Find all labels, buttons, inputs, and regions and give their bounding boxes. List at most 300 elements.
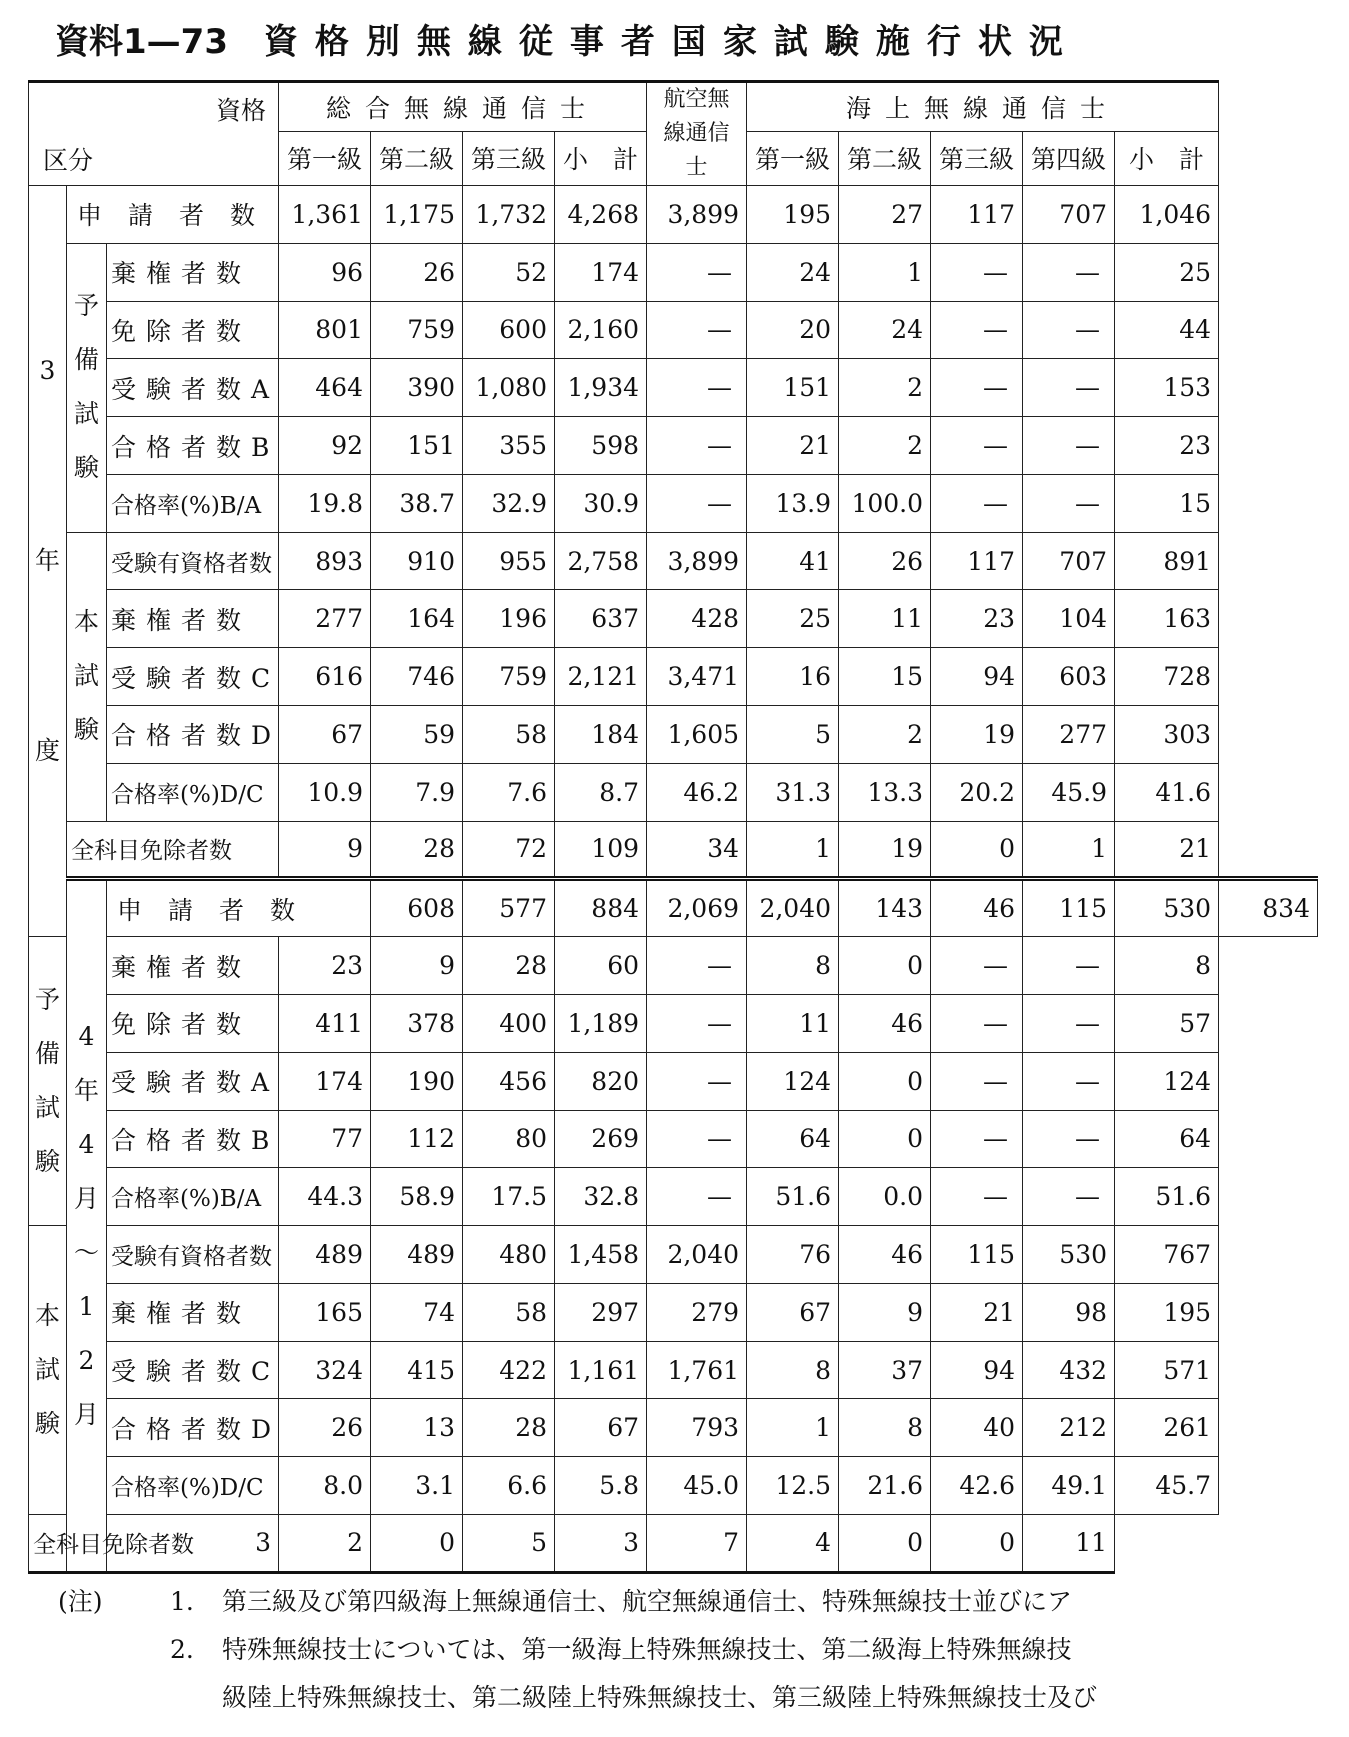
value-cell: 34: [647, 821, 747, 879]
value-cell: 45.9: [1023, 763, 1115, 821]
value-cell: 1,175: [371, 186, 463, 244]
value-cell: 67: [279, 706, 371, 764]
value-cell: 94: [931, 648, 1023, 706]
value-cell: 0: [371, 1514, 463, 1572]
value-cell: 637: [555, 590, 647, 648]
value-cell: —: [1023, 937, 1115, 995]
value-cell: —: [647, 359, 747, 417]
value-cell: 24: [839, 301, 931, 359]
value-cell: 28: [463, 937, 555, 995]
value-cell: 793: [647, 1399, 747, 1457]
value-cell: 480: [463, 1226, 555, 1284]
value-cell: 41: [747, 532, 839, 590]
value-cell: 94: [931, 1341, 1023, 1399]
value-cell: 9: [279, 821, 371, 879]
value-cell: 16: [747, 648, 839, 706]
value-cell: —: [1023, 1110, 1115, 1168]
value-cell: —: [647, 937, 747, 995]
value-cell: 23: [1115, 417, 1219, 475]
prelim-group-label-text: 予 備 試 験: [34, 984, 60, 1176]
value-cell: 1: [747, 821, 839, 879]
value-cell: 77: [279, 1110, 371, 1168]
row-label-main: 棄権者数: [107, 1283, 279, 1341]
grade-header-cell: 第三級: [931, 131, 1023, 185]
value-cell: 2,040: [747, 879, 839, 937]
row-label-prelim: 免除者数: [107, 301, 279, 359]
value-cell: 13: [371, 1399, 463, 1457]
value-cell: 212: [1023, 1399, 1115, 1457]
value-cell: 2,040: [647, 1226, 747, 1284]
value-cell: 1,161: [555, 1341, 647, 1399]
value-cell: 151: [371, 417, 463, 475]
value-cell: —: [931, 1052, 1023, 1110]
value-cell: 25: [747, 590, 839, 648]
value-cell: 884: [555, 879, 647, 937]
value-cell: 707: [1023, 532, 1115, 590]
value-cell: 21: [747, 417, 839, 475]
value-cell: 530: [1115, 879, 1219, 937]
value-cell: 9: [839, 1283, 931, 1341]
grade-header-cell: 第二級: [839, 131, 931, 185]
value-cell: 60: [555, 937, 647, 995]
value-cell: 1: [1023, 821, 1115, 879]
value-cell: 42.6: [931, 1457, 1023, 1515]
value-cell: 153: [1115, 359, 1219, 417]
value-cell: 759: [371, 301, 463, 359]
value-cell: 44: [1115, 301, 1219, 359]
value-cell: 13.3: [839, 763, 931, 821]
prelim-row: [29, 417, 1318, 475]
note-head: (注): [58, 1587, 103, 1616]
row-label-main: 合格率(%)D/C: [107, 1457, 279, 1515]
value-cell: 21: [1115, 821, 1219, 879]
value-cell: 0: [839, 1110, 931, 1168]
value-cell: 0: [839, 1514, 931, 1572]
value-cell: 577: [463, 879, 555, 937]
value-cell: 15: [1115, 474, 1219, 532]
row-label-exempt: 全科目免除者数: [67, 821, 279, 879]
value-cell: 8.0: [279, 1457, 371, 1515]
main-exam-row: [29, 590, 1318, 648]
value-cell: 600: [463, 301, 555, 359]
value-cell: 5.8: [555, 1457, 647, 1515]
value-cell: 1,046: [1115, 186, 1219, 244]
row-label-main: 合格者数D: [107, 1399, 279, 1457]
value-cell: 464: [279, 359, 371, 417]
value-cell: 44.3: [279, 1168, 371, 1226]
value-cell: 432: [1023, 1341, 1115, 1399]
applicants-row: [29, 879, 1318, 937]
value-cell: 489: [371, 1226, 463, 1284]
main-group-label: [67, 532, 107, 821]
value-cell: 0: [839, 937, 931, 995]
value-cell: 2: [279, 1514, 371, 1572]
value-cell: 428: [647, 590, 747, 648]
value-cell: —: [647, 417, 747, 475]
row-label-applicants: 申請者数: [107, 879, 371, 937]
value-cell: 415: [371, 1341, 463, 1399]
value-cell: 109: [555, 821, 647, 879]
row-label-main: 受験有資格者数: [107, 1226, 279, 1284]
value-cell: —: [931, 1168, 1023, 1226]
value-cell: —: [931, 474, 1023, 532]
value-cell: —: [1023, 301, 1115, 359]
title-text: 資格別無線従事者国家試験施行状況: [263, 22, 1080, 62]
notes: [58, 1578, 1328, 1722]
period-label-text: 3 年 度: [34, 356, 60, 766]
value-cell: 9: [371, 937, 463, 995]
prelim-row: [29, 1052, 1318, 1110]
value-cell: 196: [463, 590, 555, 648]
value-cell: 1: [839, 243, 931, 301]
value-cell: 195: [747, 186, 839, 244]
value-cell: 46: [931, 879, 1023, 937]
value-cell: —: [1023, 994, 1115, 1052]
note-2-text: 特殊無線技士については、第一級海上特殊無線技士、第二級海上特殊無線技: [222, 1635, 1072, 1664]
value-cell: 324: [279, 1341, 371, 1399]
value-cell: —: [1023, 1052, 1115, 1110]
value-cell: 92: [279, 417, 371, 475]
value-cell: 19: [839, 821, 931, 879]
row-label-prelim: 免除者数: [107, 994, 279, 1052]
value-cell: 115: [1023, 879, 1115, 937]
value-cell: 1,605: [647, 706, 747, 764]
applicants-row: [29, 186, 1318, 244]
value-cell: 4,268: [555, 186, 647, 244]
value-cell: 1,732: [463, 186, 555, 244]
value-cell: 46.2: [647, 763, 747, 821]
value-cell: 8: [747, 1341, 839, 1399]
prelim-row: [29, 474, 1318, 532]
value-cell: 746: [371, 648, 463, 706]
grade-header-cell: 第二級: [371, 131, 463, 185]
row-label-prelim: 棄権者数: [107, 937, 279, 995]
value-cell: 8: [1115, 937, 1219, 995]
value-cell: 46: [839, 1226, 931, 1284]
value-cell: 3: [107, 1514, 279, 1572]
value-cell: 608: [371, 879, 463, 937]
value-cell: —: [647, 301, 747, 359]
value-cell: 117: [931, 532, 1023, 590]
value-cell: 98: [1023, 1283, 1115, 1341]
value-cell: 58.9: [371, 1168, 463, 1226]
value-cell: 23: [279, 937, 371, 995]
grade-header-cell: 第一級: [279, 131, 371, 185]
value-cell: —: [931, 417, 1023, 475]
prelim-row: [29, 994, 1318, 1052]
value-cell: 1,458: [555, 1226, 647, 1284]
value-cell: 31.3: [747, 763, 839, 821]
value-cell: 1,189: [555, 994, 647, 1052]
value-cell: 390: [371, 359, 463, 417]
value-cell: 355: [463, 417, 555, 475]
value-cell: 184: [555, 706, 647, 764]
value-cell: 115: [931, 1226, 1023, 1284]
main-exam-row: [29, 532, 1318, 590]
value-cell: 64: [1115, 1110, 1219, 1168]
row-label-prelim: 受験者数A: [107, 1052, 279, 1110]
value-cell: 11: [1023, 1514, 1115, 1572]
value-cell: —: [1023, 1168, 1115, 1226]
value-cell: 19: [931, 706, 1023, 764]
value-cell: 5: [747, 706, 839, 764]
row-label-prelim: 受験者数A: [107, 359, 279, 417]
row-label-main: 受験者数C: [107, 648, 279, 706]
value-cell: 3,899: [647, 186, 747, 244]
value-cell: 955: [463, 532, 555, 590]
value-cell: 2,069: [647, 879, 747, 937]
prelim-group-label-text: 予 備 試 験: [73, 291, 99, 483]
prelim-row: [29, 301, 1318, 359]
row-label-prelim: 合格率(%)B/A: [107, 1168, 279, 1226]
value-cell: 23: [931, 590, 1023, 648]
header-maritime-radio-operator: 海上無線通信士: [747, 82, 1219, 132]
note-line-1: [58, 1578, 1328, 1626]
value-cell: 32.8: [555, 1168, 647, 1226]
value-cell: —: [647, 1052, 747, 1110]
value-cell: 3.1: [371, 1457, 463, 1515]
value-cell: 49.1: [1023, 1457, 1115, 1515]
value-cell: 13.9: [747, 474, 839, 532]
value-cell: 20.2: [931, 763, 1023, 821]
value-cell: 32.9: [463, 474, 555, 532]
value-cell: 76: [747, 1226, 839, 1284]
value-cell: 26: [839, 532, 931, 590]
row-label-prelim: 棄権者数: [107, 243, 279, 301]
corner-category-label: 区分: [43, 146, 94, 175]
value-cell: 52: [463, 243, 555, 301]
value-cell: 104: [1023, 590, 1115, 648]
prelim-group-label: [67, 243, 107, 532]
value-cell: 51.6: [747, 1168, 839, 1226]
row-label-exempt: 全科目免除者数: [29, 1514, 107, 1572]
row-label-main: 受験有資格者数: [107, 532, 279, 590]
value-cell: —: [931, 243, 1023, 301]
value-cell: 277: [1023, 706, 1115, 764]
value-cell: —: [931, 937, 1023, 995]
prelim-row: [29, 1168, 1318, 1226]
row-label-prelim: 合格者数B: [107, 417, 279, 475]
value-cell: 1,361: [279, 186, 371, 244]
value-cell: 3: [555, 1514, 647, 1572]
value-cell: 174: [279, 1052, 371, 1110]
value-cell: 0.0: [839, 1168, 931, 1226]
value-cell: 57: [1115, 994, 1219, 1052]
value-cell: 400: [463, 994, 555, 1052]
value-cell: 58: [463, 1283, 555, 1341]
value-cell: 297: [555, 1283, 647, 1341]
value-cell: 96: [279, 243, 371, 301]
row-label-applicants: 申請者数: [67, 186, 279, 244]
value-cell: 2: [839, 706, 931, 764]
value-cell: 46: [839, 994, 931, 1052]
value-cell: 10.9: [279, 763, 371, 821]
note-line-2: [58, 1626, 1328, 1674]
value-cell: 269: [555, 1110, 647, 1168]
value-cell: 7.9: [371, 763, 463, 821]
main-group-label-text: 本 試 験: [34, 1300, 60, 1438]
value-cell: 530: [1023, 1226, 1115, 1284]
value-cell: 1,934: [555, 359, 647, 417]
value-cell: 19.8: [279, 474, 371, 532]
value-cell: 0: [839, 1052, 931, 1110]
value-cell: —: [1023, 243, 1115, 301]
value-cell: 910: [371, 532, 463, 590]
main-exam-row: [29, 1457, 1318, 1515]
value-cell: 456: [463, 1052, 555, 1110]
value-cell: 151: [747, 359, 839, 417]
prelim-row: [29, 937, 1318, 995]
prelim-group-label: [29, 937, 67, 1226]
value-cell: —: [647, 243, 747, 301]
value-cell: 51.6: [1115, 1168, 1219, 1226]
value-cell: 4: [747, 1514, 839, 1572]
row-label-main: 合格率(%)D/C: [107, 763, 279, 821]
value-cell: —: [931, 1110, 1023, 1168]
value-cell: 27: [839, 186, 931, 244]
row-label-prelim: 合格率(%)B/A: [107, 474, 279, 532]
title-number: 資料1—73: [55, 22, 228, 62]
value-cell: 7.6: [463, 763, 555, 821]
value-cell: 759: [463, 648, 555, 706]
value-cell: 112: [371, 1110, 463, 1168]
main-exam-row: [29, 763, 1318, 821]
value-cell: 100.0: [839, 474, 931, 532]
value-cell: 80: [463, 1110, 555, 1168]
prelim-row: [29, 243, 1318, 301]
value-cell: 117: [931, 186, 1023, 244]
value-cell: 11: [747, 994, 839, 1052]
period-label: [29, 186, 67, 937]
value-cell: 1: [747, 1399, 839, 1457]
value-cell: 801: [279, 301, 371, 359]
value-cell: 5: [463, 1514, 555, 1572]
value-cell: 8.7: [555, 763, 647, 821]
value-cell: 124: [747, 1052, 839, 1110]
value-cell: 25: [1115, 243, 1219, 301]
main-exam-row: [29, 706, 1318, 764]
value-cell: 2: [839, 417, 931, 475]
value-cell: —: [647, 994, 747, 1052]
value-cell: 2,160: [555, 301, 647, 359]
value-cell: 12.5: [747, 1457, 839, 1515]
row-label-prelim: 合格者数B: [107, 1110, 279, 1168]
document-title: [55, 14, 1315, 66]
corner-qualification-label: 資格: [215, 96, 266, 125]
period-label-text: 4 年 4 月 〜 1 2 月: [73, 1021, 99, 1429]
header-general-radio-operator: 総合無線通信士: [279, 82, 647, 132]
value-cell: 0: [931, 821, 1023, 879]
header-corner: [29, 82, 279, 186]
value-cell: —: [931, 301, 1023, 359]
note-1-index: 1.: [170, 1587, 194, 1616]
note-1-text: 第三級及び第四級海上無線通信士、航空無線通信士、特殊無線技士並びにア: [222, 1587, 1073, 1616]
value-cell: 164: [371, 590, 463, 648]
value-cell: 571: [1115, 1341, 1219, 1399]
value-cell: 279: [647, 1283, 747, 1341]
main-exam-row: [29, 1226, 1318, 1284]
value-cell: 2,121: [555, 648, 647, 706]
value-cell: 378: [371, 994, 463, 1052]
value-cell: 411: [279, 994, 371, 1052]
value-cell: 8: [839, 1399, 931, 1457]
value-cell: 174: [555, 243, 647, 301]
value-cell: —: [647, 1110, 747, 1168]
value-cell: —: [931, 994, 1023, 1052]
value-cell: 2: [839, 359, 931, 417]
grade-header-cell: 第四級: [1023, 131, 1115, 185]
value-cell: 190: [371, 1052, 463, 1110]
all-subjects-exempt-row: [29, 1514, 1318, 1572]
value-cell: 165: [279, 1283, 371, 1341]
main-exam-row: [29, 1341, 1318, 1399]
grade-header-cell: 第一級: [747, 131, 839, 185]
value-cell: 3,471: [647, 648, 747, 706]
value-cell: 26: [279, 1399, 371, 1457]
row-label-main: 受験者数C: [107, 1341, 279, 1399]
value-cell: 261: [1115, 1399, 1219, 1457]
value-cell: 24: [747, 243, 839, 301]
note-line-3: 級陸上特殊無線技士、第二級陸上特殊無線技士、第三級陸上特殊無線技士及び: [222, 1683, 1098, 1712]
value-cell: 37: [839, 1341, 931, 1399]
value-cell: 598: [555, 417, 647, 475]
period-label: [67, 879, 107, 1573]
value-cell: 893: [279, 532, 371, 590]
all-subjects-exempt-row: [29, 821, 1318, 879]
value-cell: —: [647, 1168, 747, 1226]
value-cell: 163: [1115, 590, 1219, 648]
main-exam-row: [29, 1399, 1318, 1457]
value-cell: 422: [463, 1341, 555, 1399]
value-cell: 891: [1115, 532, 1219, 590]
value-cell: 11: [839, 590, 931, 648]
grade-header-cell: 第三級: [463, 131, 555, 185]
aviation-header-text: 航空無線通信士: [663, 87, 730, 180]
main-exam-row: [29, 648, 1318, 706]
value-cell: 59: [371, 706, 463, 764]
value-cell: 7: [647, 1514, 747, 1572]
value-cell: 67: [555, 1399, 647, 1457]
value-cell: 67: [747, 1283, 839, 1341]
main-group-label-text: 本 試 験: [73, 607, 99, 745]
value-cell: 616: [279, 648, 371, 706]
value-cell: 41.6: [1115, 763, 1219, 821]
header-aviation-radio-operator: [647, 82, 747, 186]
value-cell: 767: [1115, 1226, 1219, 1284]
value-cell: 45.7: [1115, 1457, 1219, 1515]
value-cell: 26: [371, 243, 463, 301]
value-cell: —: [1023, 417, 1115, 475]
value-cell: 143: [839, 879, 931, 937]
value-cell: —: [1023, 359, 1115, 417]
grade-header-cell: 小 計: [1115, 131, 1219, 185]
value-cell: 8: [747, 937, 839, 995]
value-cell: 38.7: [371, 474, 463, 532]
value-cell: 20: [747, 301, 839, 359]
row-label-main: 棄権者数: [107, 590, 279, 648]
value-cell: 30.9: [555, 474, 647, 532]
main-exam-row: [29, 1283, 1318, 1341]
value-cell: 0: [931, 1514, 1023, 1572]
prelim-row: [29, 359, 1318, 417]
grade-header-cell: 小 計: [555, 131, 647, 185]
value-cell: 728: [1115, 648, 1219, 706]
value-cell: —: [647, 474, 747, 532]
value-cell: 820: [555, 1052, 647, 1110]
value-cell: —: [931, 359, 1023, 417]
value-cell: 707: [1023, 186, 1115, 244]
value-cell: 45.0: [647, 1457, 747, 1515]
